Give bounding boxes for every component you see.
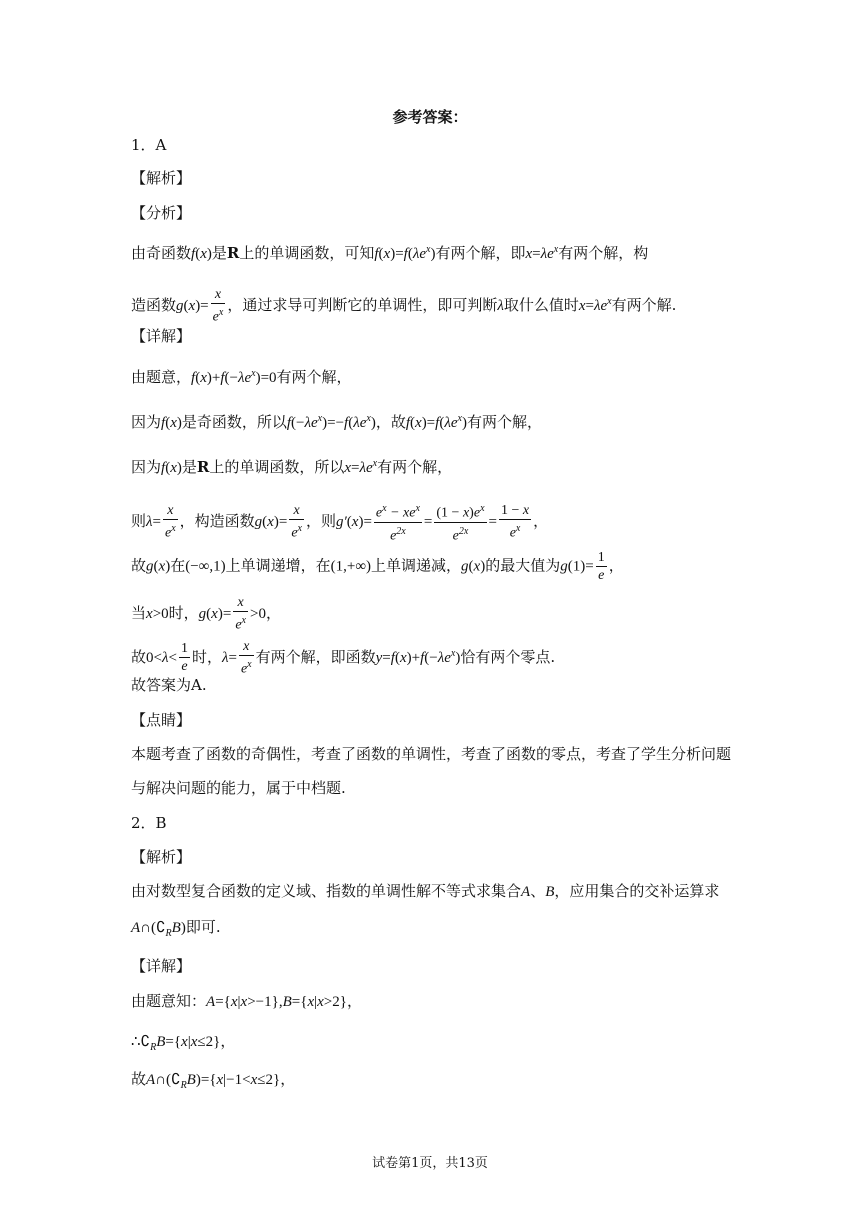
fraction: $\frac{1 - x}{e^x}$ [500,503,530,541]
q1-step2: 因为f(x)是奇函数，所以$f(-\lambda e^x)=-f(\lambda e^x)$，故$f(x)=f(\lambda e^x)$有两个解， [131,413,542,431]
page-title: 参考答案： [392,108,468,126]
fraction: $\frac{e^x - xe^x}{e^{2x}}$ [374,500,422,544]
q1-jiexi-heading: 【解析】 [131,169,192,187]
q1-dianjing-heading: 【点睛】 [131,711,192,729]
q1-step5: 故g(x)在(−∞,1)上单调递增，在(1,+∞)上单调递减，g(x)的最大值为g(1)= $\frac{1}{e}$ ， [131,550,624,583]
fraction: $\frac{x}{e^x}$ [240,639,252,677]
fraction: $\frac{1}{e}$ [180,641,188,675]
fraction: $\frac{x}{e^x}$ [291,503,302,541]
q2-xiangjie-heading: 【详解】 [131,957,192,975]
q1-step4: 则λ= $\frac{x}{e^x}$ ，构造函数g(x)= $\frac{x}{e^x}$ ，则g′(x)= $\frac{e^x - xe^x}{e^{2x}}$ = $\frac{(1 - x)e^x}{e^{2x}}$ = $\frac{1 - x}{e^x}$ ， [131,500,548,544]
fraction: $\frac{(1 - x)e^x}{e^{2x}}$ [434,500,486,544]
q2-step2: $\therefore∁_RB=\{x|x\le 2\}$， [131,1032,236,1053]
q2-jiexi-heading: 【解析】 [131,848,192,866]
q1-step6: 当x>0时，g(x)= $\frac{x}{e^x}$ >0， [131,595,281,633]
q1-fenxi-line1: 由奇函数f(x)是R上的单调函数，可知$f(x)=f(\lambda e^x)$有两个解，即$x=\lambda e^x$有两个解，构 [131,244,649,262]
q1-step3: 因为f(x)是R上的单调函数，所以$x=\lambda e^x$有两个解， [131,458,453,476]
page-footer: 试卷第1页，共13页 [372,1156,488,1171]
q1-comment-line2: 与解决问题的能力，属于中档题. [131,779,346,797]
q2-step1: 由题意知：A={x|x>−1},B={x|x>2}， [131,992,362,1010]
q2-step3: 故$A\cap(∁_RB)=\{x|-1<x\le 2\}$， [131,1070,296,1091]
q1-comment-line1: 本题考查了函数的奇偶性，考查了函数的单调性，考查了函数的零点，考查了学生分析问题 [131,745,732,763]
q2-answer: 2．B [131,814,167,832]
q1-answer: 1．A [131,136,167,154]
q2-analysis-line1: 由对数型复合函数的定义域、指数的单调性解不等式求集合A、B，应用集合的交补运算求 [131,882,720,900]
q1-step1: 由题意，$f(x)+f(-\lambda e^x)=0$有两个解， [131,368,352,386]
q1-step7: 故0<λ< $\frac{1}{e}$ 时，λ= $\frac{x}{e^x}$ 有两个解，即函数$y=f(x)+f(-\lambda e^x)$恰有两个零点. [131,639,556,677]
q2-analysis-line2: $A\cap(∁_RB)$即可. [131,918,221,939]
fraction: $\frac{1}{e}$ [597,550,605,583]
fraction: $\frac{x}{e^x}$ [212,287,224,325]
q1-fenxi-heading: 【分析】 [131,204,192,222]
fraction: $\frac{x}{e^x}$ [235,595,246,633]
q1-fenxi-line2: 造函数g(x)= $\frac{x}{e^x}$ ，通过求导可判断它的单调性，即可判断λ取什么值时$x=\lambda e^x$有两个解. [131,287,677,325]
q1-xiangjie-heading: 【详解】 [131,327,192,345]
fraction: $\frac{x}{e^x}$ [164,503,176,541]
q1-conclusion: 故答案为A. [131,676,207,694]
